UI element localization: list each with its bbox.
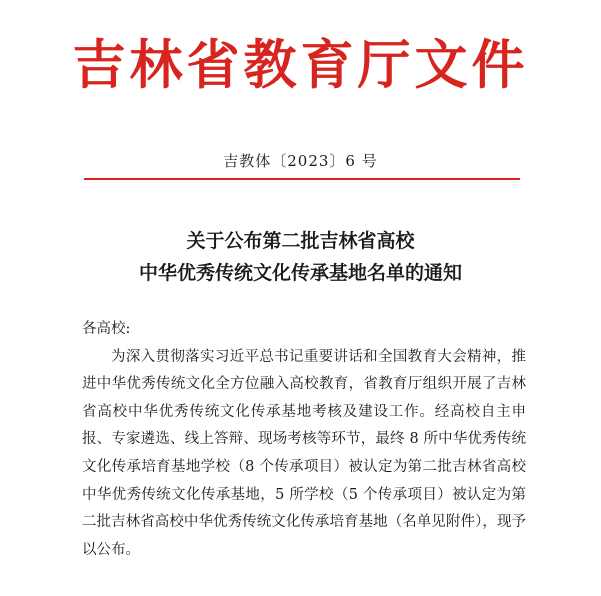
body-paragraph: 为深入贯彻落实习近平总书记重要讲话和全国教育大会精神，推进中华优秀传统文化全方位融入高校教育，省教育厅组织开展了吉林省高校中华优秀传统文化传承基地考核及建设工作。经高校自主申报、专家遴选、线上答辩、现场考核等环节，最终 8 所中华优秀传统文化传承培育基地学校（8 个传承项目）被认定为第二批吉林省高校中华优秀传统文化传承基地，5 所学校（5 个传承项目）被认定为第二批吉林省高校中华优秀传统文化传承培育基地（名单见附件），现予以公布。 [82, 348, 526, 558]
notice-title [0, 225, 601, 289]
notice-title-line-2: 中华优秀传统文化传承基地名单的通知 [138, 262, 462, 284]
agency-title: 吉林省教育厅文件 [72, 34, 529, 96]
notice-title-line-1: 关于公布第二批吉林省高校 [186, 230, 415, 252]
red-divider-line [84, 178, 520, 180]
notice-body [82, 316, 526, 564]
document-number: 吉教体〔2023〕6 号 [223, 152, 378, 170]
salutation: 各高校: [82, 321, 131, 337]
